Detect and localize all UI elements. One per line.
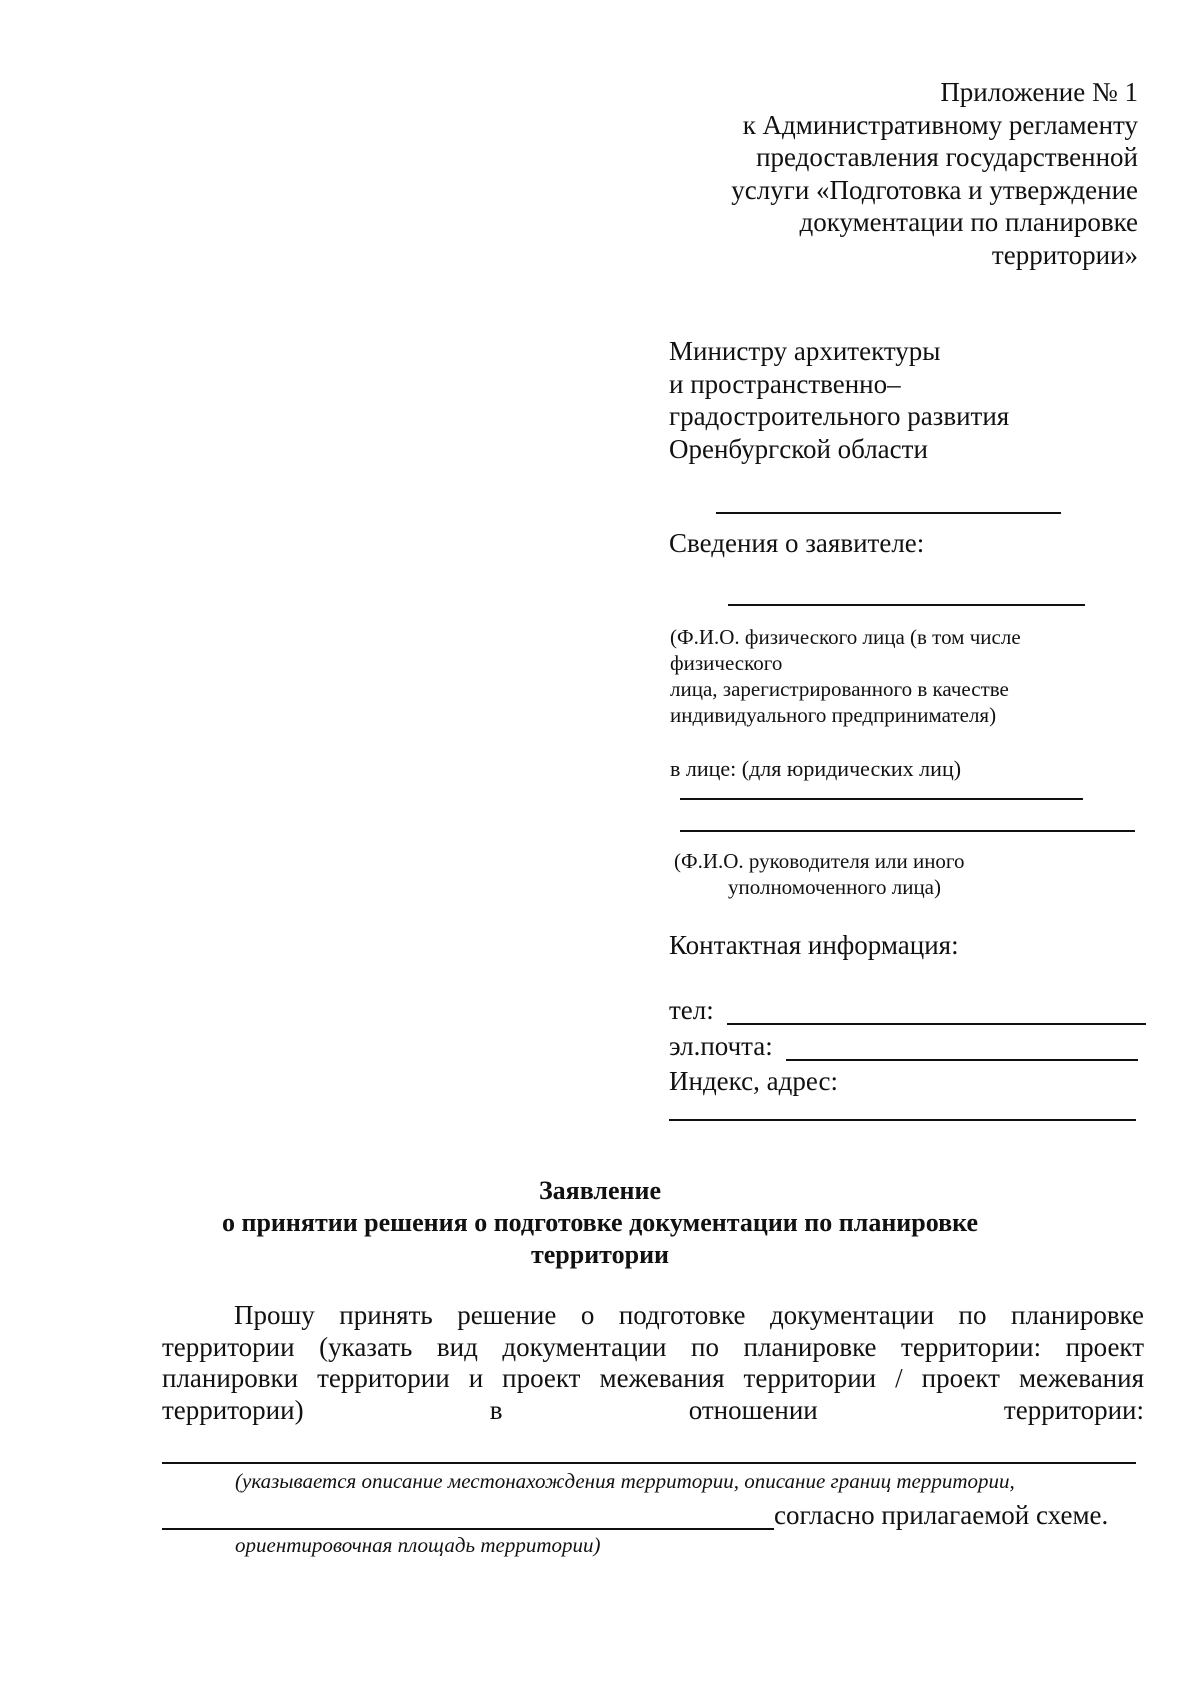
appendix-line: услуги «Подготовка и утверждение bbox=[731, 174, 1138, 205]
paragraph-line bbox=[162, 1395, 1144, 1427]
statement-paragraph bbox=[162, 1300, 1144, 1426]
legal-entity-line bbox=[680, 830, 1135, 832]
applicant-heading: Сведения о заявителе: bbox=[669, 528, 925, 558]
paragraph-line bbox=[162, 1300, 1144, 1332]
applicant-name-line bbox=[728, 604, 1085, 606]
paragraph-text: Прошу принять решение о подготовке документации по планировке bbox=[234, 1300, 1144, 1330]
paragraph-line: территории (указать вид документации по планировке территории: проект bbox=[162, 1331, 1144, 1362]
appendix-line: документации по планировке bbox=[799, 207, 1138, 237]
addressee-line: градостроительного развития bbox=[669, 401, 1010, 431]
address-field-line bbox=[669, 1119, 1136, 1121]
email-field-line bbox=[786, 1059, 1138, 1061]
addressee-line: Министру архитектуры bbox=[669, 336, 941, 366]
area-note: ориентировочная площадь территории) bbox=[235, 1533, 601, 1557]
person-note-line: (Ф.И.О. физического лица (в том числе bbox=[670, 625, 1021, 649]
addressee-line: и пространственно– bbox=[669, 368, 901, 399]
statement-title: Заявление bbox=[538, 1176, 662, 1205]
person-note-line: физического bbox=[670, 651, 783, 675]
appendix-header bbox=[578, 76, 1138, 271]
representative-note bbox=[674, 848, 965, 900]
phone-field-line bbox=[727, 1023, 1146, 1025]
statement-title-block bbox=[0, 1175, 1200, 1271]
email-label: эл.почта: bbox=[669, 1031, 773, 1061]
representative-note-line: (Ф.И.О. руководителя или иного bbox=[674, 849, 965, 873]
territory-location-line bbox=[162, 1462, 1136, 1464]
addressee-block bbox=[669, 335, 1009, 465]
statement-subtitle: о принятии решения о подготовке документации по планировке bbox=[221, 1208, 979, 1237]
contact-heading: Контактная информация: bbox=[669, 930, 959, 960]
representative-note-line: уполномоченного лица) bbox=[728, 875, 941, 899]
person-note-line: лица, зарегистрированного в качестве bbox=[670, 677, 1009, 701]
scheme-text: согласно прилагаемой схеме. bbox=[774, 1500, 1109, 1530]
paragraph-word: отношении bbox=[688, 1394, 818, 1425]
paragraph-word: территории: bbox=[1003, 1394, 1144, 1425]
addressee-line: Оренбургской области bbox=[669, 433, 928, 464]
location-note: (указывается описание местонахождения территории, описание границ территории, bbox=[235, 1469, 1015, 1493]
appendix-line: к Административному регламенту bbox=[742, 109, 1138, 140]
paragraph-line: планировки территории и проект межевания территории / проект межевания bbox=[162, 1363, 1144, 1393]
addressee-blank-line bbox=[716, 512, 1061, 514]
appendix-line: Приложение № 1 bbox=[940, 77, 1138, 107]
paragraph-word: территории) bbox=[162, 1394, 304, 1425]
legal-entity-line bbox=[680, 798, 1083, 800]
appendix-line: предоставления государственной bbox=[756, 142, 1138, 172]
territory-area-line bbox=[162, 1528, 774, 1530]
paragraph-word: в bbox=[489, 1394, 503, 1425]
legal-entity-label: в лице: (для юридических лиц) bbox=[670, 756, 962, 781]
phone-label: тел: bbox=[669, 995, 714, 1025]
appendix-line: территории» bbox=[991, 239, 1138, 270]
person-note bbox=[670, 624, 1021, 728]
statement-subtitle: территории bbox=[530, 1240, 670, 1269]
person-note-line: индивидуального предпринимателя) bbox=[670, 703, 997, 727]
address-label: Индекс, адрес: bbox=[669, 1066, 838, 1096]
